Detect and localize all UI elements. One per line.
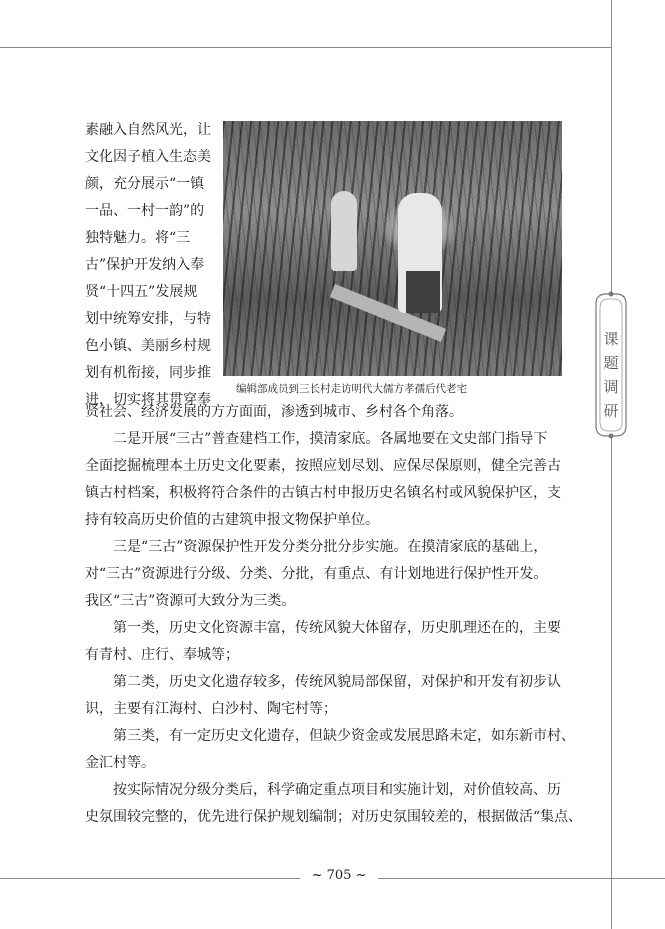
text-line: 第二类，历史文化遗存较多，传统风貌局部保留，对保护和开发有初步认 [113,674,561,690]
text-line: 我区“三古”资源可大致分为三类。 [85,593,296,609]
margin-vertical-rule [611,0,612,929]
text-line: 金汇村等。 [85,755,155,771]
text-line: 全面挖掘梳理本土历史文化要素，按照应划尽划、应保尽保原则，健全完善古 [85,458,561,474]
stamp-char: 研 [603,402,619,420]
text-line: 颜，充分展示“一镇 [85,176,205,192]
footer-rule-right [378,878,665,879]
text-line: 独特魅力。将“三 [85,230,191,246]
text-line: 古”保护开发纳入奉 [85,257,205,273]
text-line: 第一类，历史文化资源丰富，传统风貌大体留存，历史肌理还在的，主要 [113,620,561,636]
text-line: 识，主要有江海村、白沙村、陶宅村等； [85,701,337,717]
text-line: 按实际情况分级分类后，科学确定重点项目和实施计划，对价值较高、历 [113,782,561,798]
text-line: 持有较高历史价值的古建筑申报文物保护单位。 [85,512,379,528]
text-line: 镇古村档案，积极将符合条件的古镇古村申报历史名镇名村或风貌保护区，支 [85,485,561,501]
text-line: 素融入自然风光，让 [85,122,211,138]
footer-rule-left [0,878,300,879]
text-line: 划中统筹安排，与特 [85,311,211,327]
stamp-char: 调 [603,378,619,396]
bag [406,271,440,313]
wrapped-text-column [85,117,219,414]
text-line: 第三类，有一定历史文化遗存，但缺少资金或发展思路未定，如东新市村、 [113,728,575,744]
text-line: 有青村、庄行、奉城等； [85,647,239,663]
stamp-char: 题 [603,354,619,372]
header-rule [0,47,612,48]
article-photo [223,121,562,376]
stamp-char: 课 [603,330,619,348]
text-line: 史氛围较完整的，优先进行保护规划编制；对历史氛围较差的，根据做活“集点、 [85,809,583,825]
photo-caption: 编辑部成员到三长村走访明代大儒方孝孺后代老宅 [236,383,467,395]
text-line: 对“三古”资源进行分级、分类、分批，有重点、有计划地进行保护性开发。 [85,566,548,582]
person-figure [331,191,357,271]
text-line: 贤“十四五”发展规 [85,284,198,300]
text-line: 文化因子植入生态美 [85,149,211,165]
text-line: 一品、一村一韵”的 [85,203,205,219]
body-text [85,399,583,831]
text-line: 划有机衔接，同步推 [85,365,211,381]
text-line: 三是“三古”资源保护性开发分类分批分步实施。在摸清家底的基础上， [113,539,548,555]
text-line: 贤社会、经济发展的方方面面，渗透到城市、乡村各个角落。 [85,404,463,420]
text-line: 二是开展“三古”普查建档工作，摸清家底。各属地要在文史部门指导下 [113,431,548,447]
text-line: 进，切实将其贯穿奉 [85,392,211,408]
page-number: ~ 705 ~ [311,868,367,883]
text-line: 色小镇、美丽乡村规 [85,338,211,354]
